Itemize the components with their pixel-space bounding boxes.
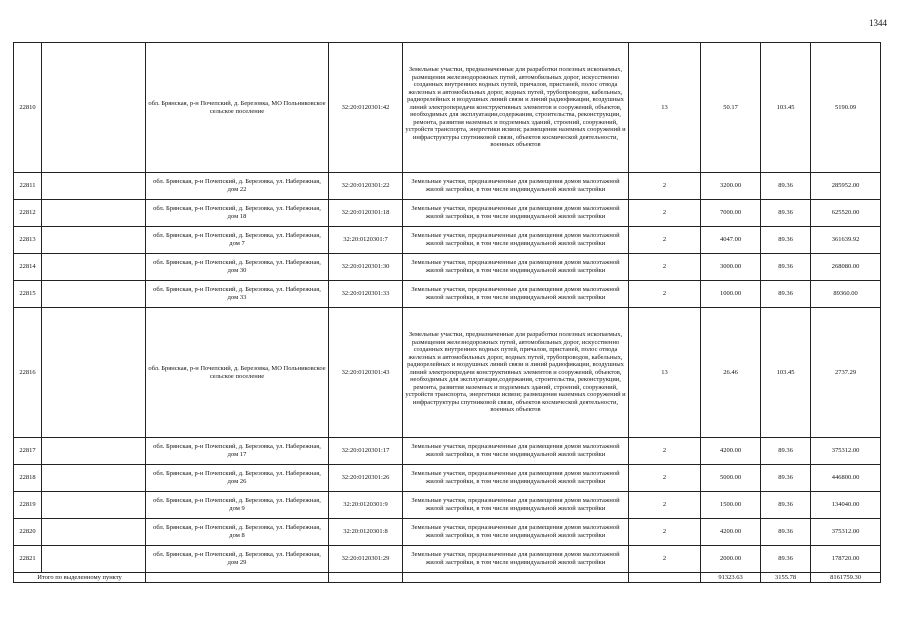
row-number: 22819 — [14, 492, 42, 519]
rate-cell: 89.36 — [761, 546, 811, 573]
address-cell: обл. Брянская, р-н Почепский, д. Березовка, ул. Набережная, дом 7 — [146, 227, 329, 254]
cadastral-value-cell: 361639.92 — [811, 227, 881, 254]
empty-cell — [42, 173, 146, 200]
address-cell: обл. Брянская, р-н Почепский, д. Березовка, МО Польниковское сельское поселение — [146, 308, 329, 438]
total-label: Итого по выделенному пункту — [14, 573, 146, 583]
rate-cell: 89.36 — [761, 465, 811, 492]
table-row — [14, 227, 881, 254]
table-row — [14, 281, 881, 308]
use-code-cell: 2 — [629, 438, 701, 465]
area-cell: 3200.00 — [701, 173, 761, 200]
use-code-cell: 2 — [629, 546, 701, 573]
address-cell: обл. Брянская, р-н Почепский, д. Березовка, ул. Набережная, дом 18 — [146, 200, 329, 227]
rate-cell: 89.36 — [761, 492, 811, 519]
use-code-cell: 13 — [629, 308, 701, 438]
address-cell: обл. Брянская, р-н Почепский, д. Березовка, ул. Набережная, дом 22 — [146, 173, 329, 200]
cadastral-number-cell: 32:20:0120301:30 — [329, 254, 403, 281]
table-row — [14, 200, 881, 227]
cadastral-value-table — [13, 42, 881, 583]
rate-cell: 103.45 — [761, 308, 811, 438]
use-code-cell: 2 — [629, 254, 701, 281]
cadastral-value-cell: 268080.00 — [811, 254, 881, 281]
row-number: 22811 — [14, 173, 42, 200]
area-cell: 4200.00 — [701, 438, 761, 465]
cadastral-number-cell: 32:20:0120301:29 — [329, 546, 403, 573]
empty-cell — [42, 492, 146, 519]
land-use-cell: Земельные участки, предназначенные для размещения домов малоэтажной жилой застройки, в том числе индивидуальной жилой застройки — [403, 173, 629, 200]
cadastral-value-cell: 285952.00 — [811, 173, 881, 200]
total-empty-cell — [629, 573, 701, 583]
address-cell: обл. Брянская, р-н Почепский, д. Березовка, ул. Набережная, дом 17 — [146, 438, 329, 465]
cadastral-value-cell: 625520.00 — [811, 200, 881, 227]
empty-cell — [42, 200, 146, 227]
cadastral-number-cell: 32:20:0120301:26 — [329, 465, 403, 492]
cadastral-value-cell: 375312.00 — [811, 519, 881, 546]
area-cell: 3000.00 — [701, 254, 761, 281]
land-use-cell: Земельные участки, предназначенные для размещения домов малоэтажной жилой застройки, в том числе индивидуальной жилой застройки — [403, 227, 629, 254]
use-code-cell: 2 — [629, 519, 701, 546]
cadastral-value-cell: 375312.00 — [811, 438, 881, 465]
cadastral-value-cell: 178720.00 — [811, 546, 881, 573]
area-cell: 7000.00 — [701, 200, 761, 227]
land-use-cell: Земельные участки, предназначенные для размещения домов малоэтажной жилой застройки, в том числе индивидуальной жилой застройки — [403, 492, 629, 519]
use-code-cell: 2 — [629, 492, 701, 519]
cadastral-number-cell: 32:20:0120301:8 — [329, 519, 403, 546]
cadastral-number-cell: 32:20:0120301:17 — [329, 438, 403, 465]
total-empty-cell — [146, 573, 329, 583]
table-row — [14, 546, 881, 573]
row-number: 22818 — [14, 465, 42, 492]
land-use-cell: Земельные участки, предназначенные для размещения домов малоэтажной жилой застройки, в том числе индивидуальной жилой застройки — [403, 200, 629, 227]
cadastral-number-cell: 32:20:0120301:18 — [329, 200, 403, 227]
area-cell: 2000.00 — [701, 546, 761, 573]
use-code-cell: 2 — [629, 465, 701, 492]
land-use-cell: Земельные участки, предназначенные для размещения домов малоэтажной жилой застройки, в том числе индивидуальной жилой застройки — [403, 546, 629, 573]
row-number: 22814 — [14, 254, 42, 281]
land-use-cell: Земельные участки, предназначенные для размещения домов малоэтажной жилой застройки, в том числе индивидуальной жилой застройки — [403, 438, 629, 465]
empty-cell — [42, 546, 146, 573]
area-cell: 4200.00 — [701, 519, 761, 546]
empty-cell — [42, 308, 146, 438]
land-use-cell: Земельные участки, предназначенные для размещения домов малоэтажной жилой застройки, в том числе индивидуальной жилой застройки — [403, 465, 629, 492]
address-cell: обл. Брянская, р-н Почепский, д. Березовка, ул. Набережная, дом 8 — [146, 519, 329, 546]
address-cell: обл. Брянская, р-н Почепский, д. Березовка, ул. Набережная, дом 30 — [146, 254, 329, 281]
use-code-cell: 2 — [629, 281, 701, 308]
rate-cell: 89.36 — [761, 173, 811, 200]
rate-cell: 89.36 — [761, 227, 811, 254]
cadastral-value-cell: 446800.00 — [811, 465, 881, 492]
table-row — [14, 438, 881, 465]
table-row — [14, 492, 881, 519]
land-use-cell: Земельные участки, предназначенные для разработки полезных ископаемых, размещения железнодорожных путей, автомобильных дорог, искусственно созданных внутренних водных путей, причалов, пристаней, полос отвода железных и автомобильных дорог, водных путей, трубопроводов, кабельных, радиорелейных и воздушных линий связи и линий радиофикации, воздушных линий электропередачи конструктивных элементов и сооружений, объектов, необходимых для эксплуатации,содержания, строительства, реконструкции, ремонта, развития наземных и подземных зданий, строений, сооружений, устройств транспорта, энергетики исвязи; размещения наземных сооружений и инфраструктуры спутниковой связи, объектов космической деятельности, военных объектов — [403, 43, 629, 173]
row-number: 22816 — [14, 308, 42, 438]
page-number: 1344 — [869, 18, 887, 28]
rate-cell: 89.36 — [761, 281, 811, 308]
rate-cell: 89.36 — [761, 254, 811, 281]
row-number: 22813 — [14, 227, 42, 254]
row-number: 22817 — [14, 438, 42, 465]
rate-cell: 89.36 — [761, 200, 811, 227]
area-cell: 50.17 — [701, 43, 761, 173]
row-number: 22810 — [14, 43, 42, 173]
land-use-cell: Земельные участки, предназначенные для размещения домов малоэтажной жилой застройки, в том числе индивидуальной жилой застройки — [403, 254, 629, 281]
land-use-cell: Земельные участки, предназначенные для разработки полезных ископаемых, размещения железнодорожных путей, автомобильных дорог, искусственно созданных внутренних водных путей, причалов, пристаней, полос отвода железных и автомобильных дорог, водных путей, трубопроводов, кабельных, радиорелейных и воздушных линий связи и линий радиофикации, воздушных линий электропередачи конструктивных элементов и сооружений, объектов, необходимых для эксплуатации,содержания, строительства, реконструкции, ремонта, развития наземных и подземных зданий, строений, сооружений, устройств транспорта, энергетики исвязи; размещения наземных сооружений и инфраструктуры спутниковой связи, объектов космической деятельности, военных объектов — [403, 308, 629, 438]
empty-cell — [42, 281, 146, 308]
address-cell: обл. Брянская, р-н Почепский, д. Березовка, ул. Набережная, дом 9 — [146, 492, 329, 519]
area-cell: 1000.00 — [701, 281, 761, 308]
cadastral-value-cell: 2737.29 — [811, 308, 881, 438]
address-cell: обл. Брянская, р-н Почепский, д. Березовка, ул. Набережная, дом 29 — [146, 546, 329, 573]
use-code-cell: 2 — [629, 173, 701, 200]
total-rate: 3155.78 — [761, 573, 811, 583]
cadastral-value-cell: 89360.00 — [811, 281, 881, 308]
empty-cell — [42, 465, 146, 492]
table-row — [14, 465, 881, 492]
total-value: 8161759.30 — [811, 573, 881, 583]
row-number: 22821 — [14, 546, 42, 573]
cadastral-value-cell: 5190.09 — [811, 43, 881, 173]
row-number: 22820 — [14, 519, 42, 546]
empty-cell — [42, 43, 146, 173]
table-row — [14, 519, 881, 546]
use-code-cell: 2 — [629, 227, 701, 254]
cadastral-value-cell: 134040.00 — [811, 492, 881, 519]
empty-cell — [42, 254, 146, 281]
cadastral-number-cell: 32:20:0120301:7 — [329, 227, 403, 254]
land-use-cell: Земельные участки, предназначенные для размещения домов малоэтажной жилой застройки, в том числе индивидуальной жилой застройки — [403, 519, 629, 546]
cadastral-number-cell: 32:20:0120301:43 — [329, 308, 403, 438]
table-row — [14, 173, 881, 200]
row-number: 22812 — [14, 200, 42, 227]
address-cell: обл. Брянская, р-н Почепский, д. Березовка, МО Польниковское сельское поселение — [146, 43, 329, 173]
empty-cell — [42, 227, 146, 254]
rate-cell: 89.36 — [761, 519, 811, 546]
area-cell: 26.46 — [701, 308, 761, 438]
area-cell: 5000.00 — [701, 465, 761, 492]
rate-cell: 103.45 — [761, 43, 811, 173]
area-cell: 1500.00 — [701, 492, 761, 519]
land-use-cell: Земельные участки, предназначенные для размещения домов малоэтажной жилой застройки, в том числе индивидуальной жилой застройки — [403, 281, 629, 308]
total-empty-cell — [403, 573, 629, 583]
address-cell: обл. Брянская, р-н Почепский, д. Березовка, ул. Набережная, дом 33 — [146, 281, 329, 308]
area-cell: 4047.00 — [701, 227, 761, 254]
use-code-cell: 2 — [629, 200, 701, 227]
total-empty-cell — [329, 573, 403, 583]
cadastral-number-cell: 32:20:0120301:9 — [329, 492, 403, 519]
cadastral-number-cell: 32:20:0120301:42 — [329, 43, 403, 173]
address-cell: обл. Брянская, р-н Почепский, д. Березовка, ул. Набережная, дом 26 — [146, 465, 329, 492]
table-row — [14, 43, 881, 173]
cadastral-number-cell: 32:20:0120301:33 — [329, 281, 403, 308]
row-number: 22815 — [14, 281, 42, 308]
rate-cell: 89.36 — [761, 438, 811, 465]
empty-cell — [42, 438, 146, 465]
total-row — [14, 573, 881, 583]
table-row — [14, 308, 881, 438]
empty-cell — [42, 519, 146, 546]
cadastral-number-cell: 32:20:0120301:22 — [329, 173, 403, 200]
table-row — [14, 254, 881, 281]
table-body — [14, 43, 881, 573]
total-area: 91323.63 — [701, 573, 761, 583]
use-code-cell: 13 — [629, 43, 701, 173]
